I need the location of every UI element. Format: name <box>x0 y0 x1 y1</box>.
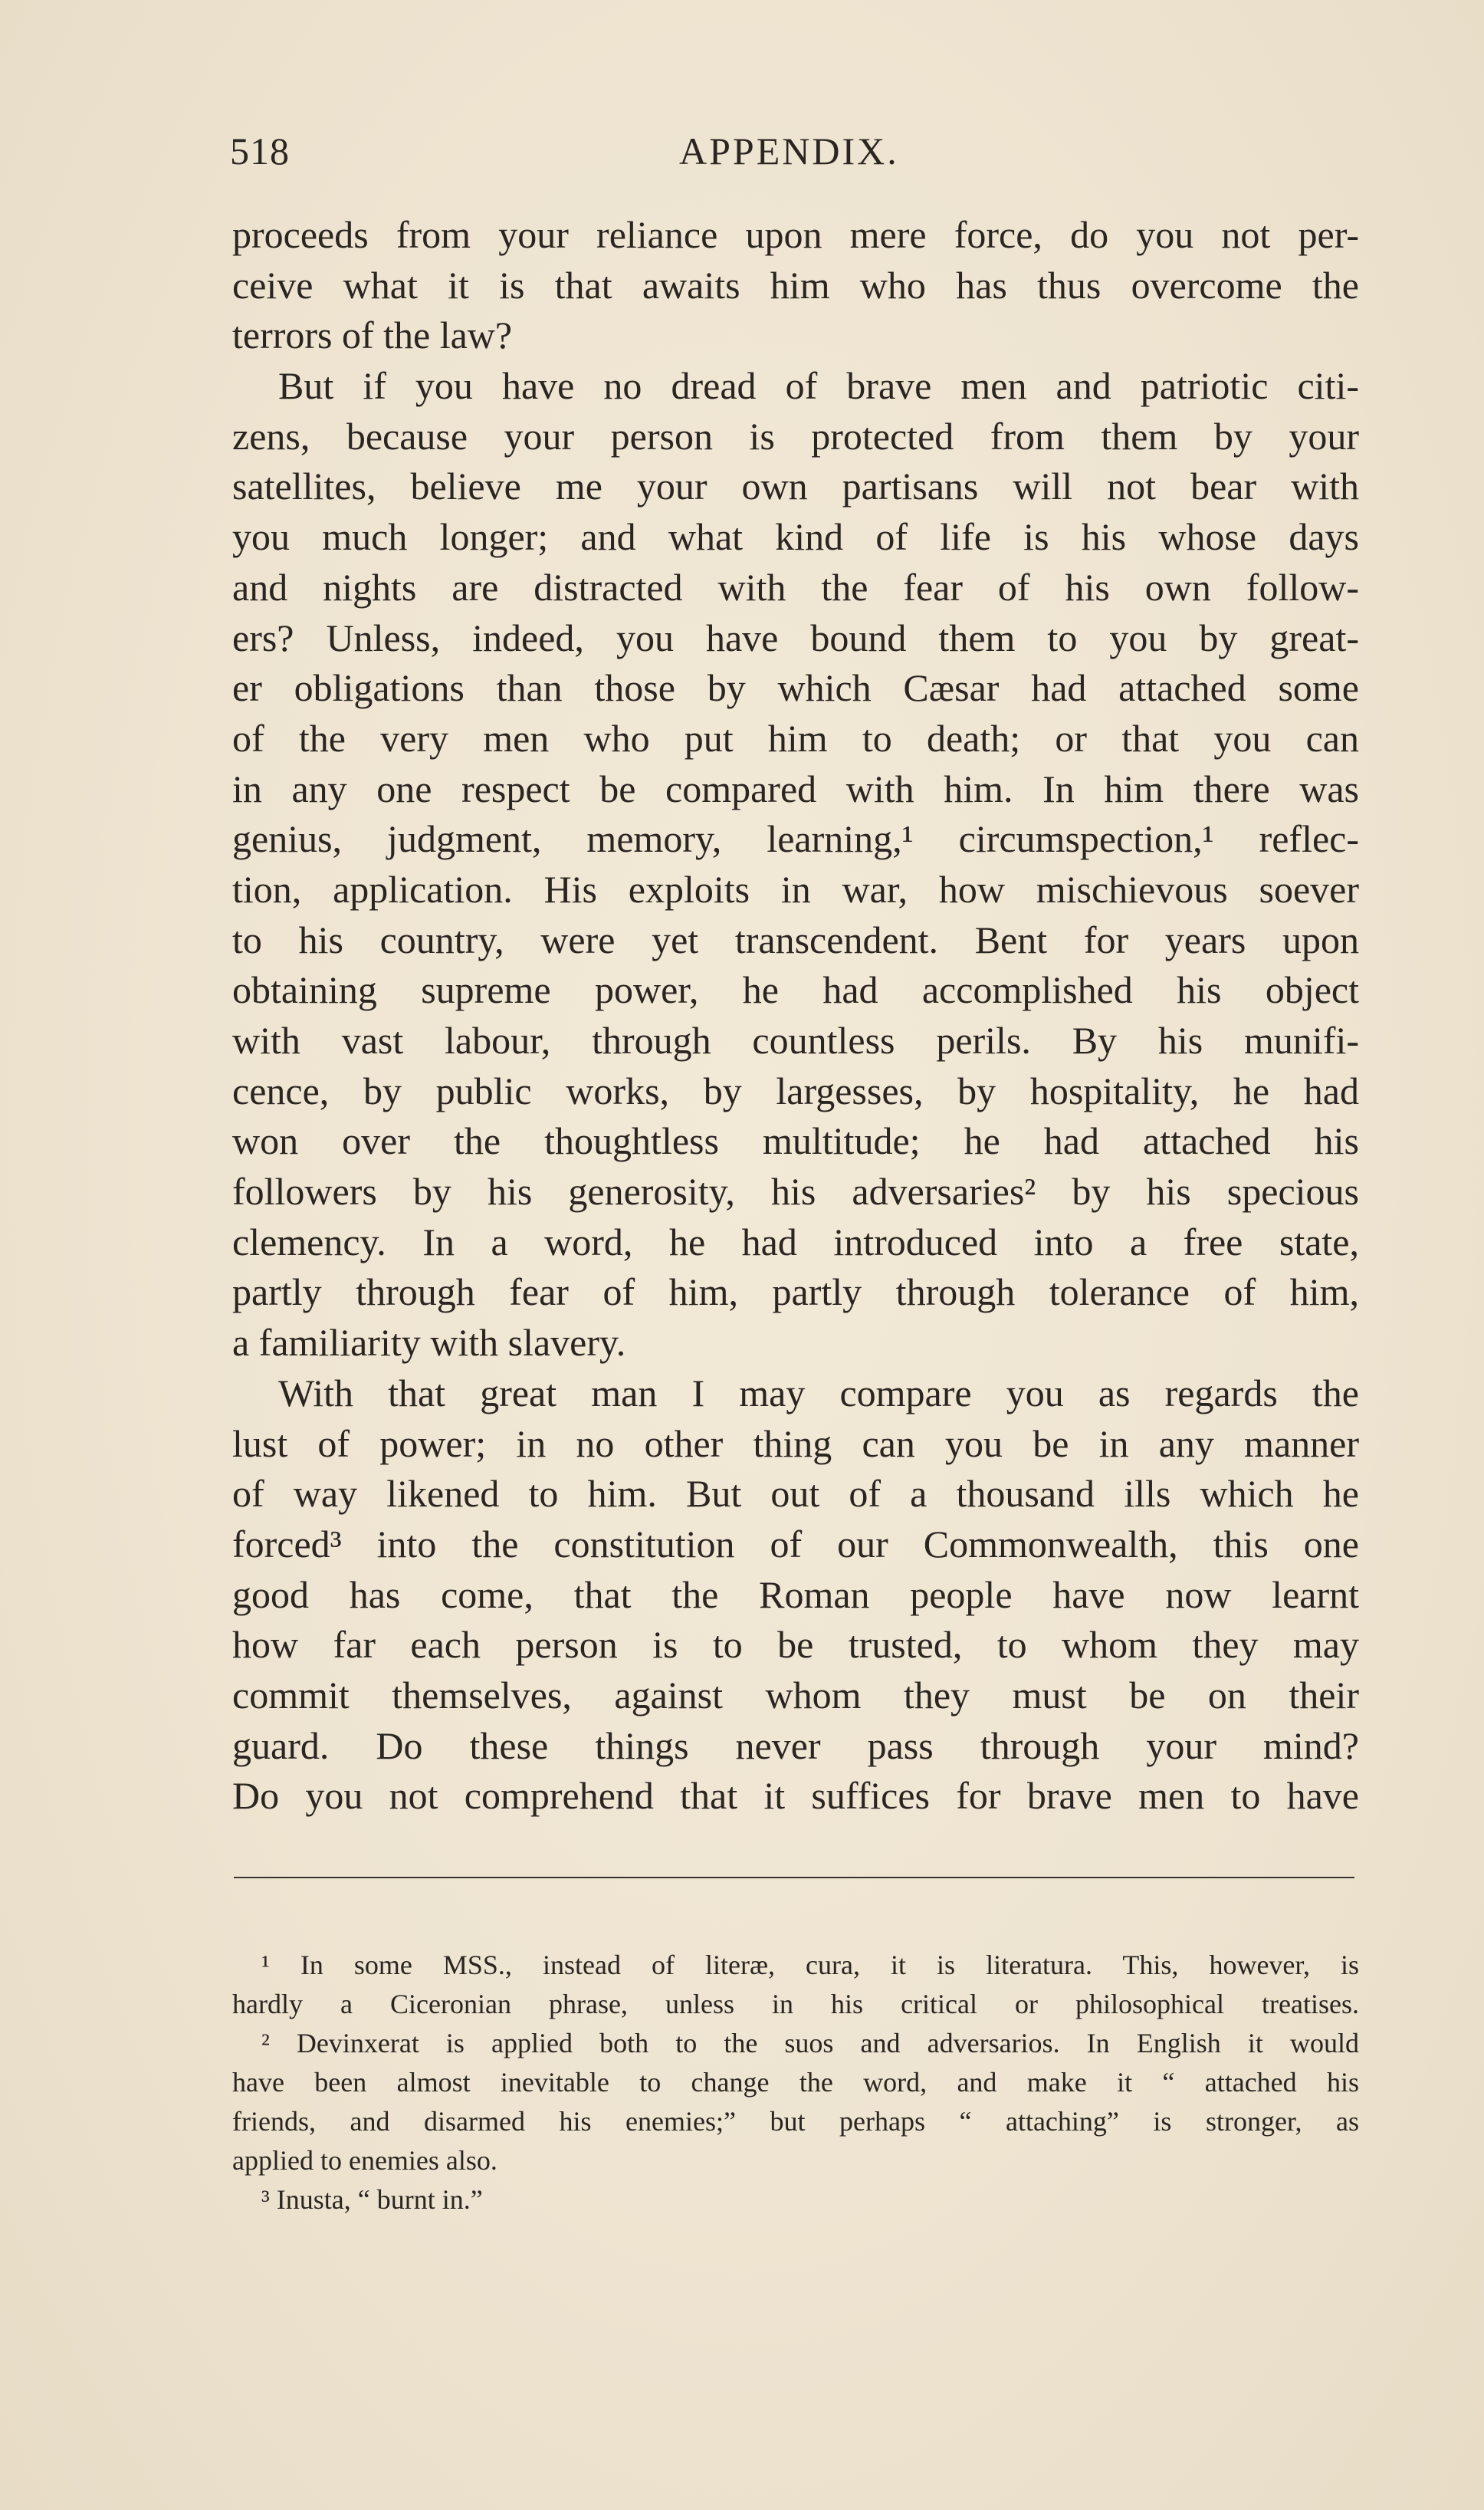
body-line: to his country, were yet transcendent. Bent for years upon <box>232 918 1359 961</box>
body-line: ceive what it is that awaits him who has thus overcome the <box>232 263 1359 307</box>
body-line: partly through fear of him, partly through tolerance of him, <box>232 1270 1359 1314</box>
footnote-rule <box>234 1877 1354 1878</box>
body-line: commit themselves, against whom they must be on their <box>232 1673 1359 1717</box>
running-head: APPENDIX. <box>679 130 899 172</box>
footnote-line: friends, and disarmed his enemies;” but perhaps “ attaching” is stronger, as <box>232 2106 1359 2137</box>
body-line: good has come, that the Roman people have now learnt <box>232 1572 1359 1616</box>
body-line: of way likened to him. But out of a thousand ills which he <box>232 1472 1359 1516</box>
body-line: proceeds from your reliance upon mere force, do you not per- <box>232 213 1359 256</box>
body-text <box>232 210 1359 1822</box>
body-line: tion, application. His exploits in war, how mischievous soever <box>232 867 1359 911</box>
body-line: clemency. In a word, he had introduced into a free state, <box>232 1220 1359 1263</box>
page-header <box>230 123 1357 184</box>
body-line: with vast labour, through countless perils. By his munifi- <box>232 1019 1359 1062</box>
body-line: satellites, believe me your own partisans will not bear with <box>232 465 1359 508</box>
body-line: of the very men who put him to death; or that you can <box>232 716 1359 760</box>
body-line: and nights are distracted with the fear of his own follow- <box>232 565 1359 609</box>
footnote-line: ¹ In some MSS., instead of literæ, cura, it is literatura. This, however, is <box>261 1950 1359 1980</box>
footnote-line: applied to enemies also. <box>232 2145 497 2176</box>
body-line: in any one respect be compared with him. In him there was <box>232 767 1359 810</box>
body-line: followers by his generosity, his adversaries² by his specious <box>232 1170 1359 1214</box>
body-line: terrors of the law? <box>232 314 513 357</box>
body-line: a familiarity with slavery. <box>232 1321 626 1365</box>
body-line: er obligations than those by which Cæsar had attached some <box>232 666 1359 710</box>
footnote-line: have been almost inevitable to change the word, and make it “ attached his <box>232 2067 1359 2098</box>
body-line: zens, because your person is protected from them by your <box>232 414 1359 458</box>
body-line: forced³ into the constitution of our Commonwealth, this one <box>232 1522 1359 1565</box>
body-line: genius, judgment, memory, learning,¹ circumspection,¹ reflec- <box>232 817 1359 861</box>
footnote-line: ³ Inusta, “ burnt in.” <box>261 2184 483 2215</box>
body-line: Do you not comprehend that it suffices for brave men to have <box>232 1774 1359 1818</box>
footnote-line: hardly a Ciceronian phrase, unless in his critical or philosophical treatises. <box>232 1989 1359 2019</box>
body-line: won over the thoughtless multitude; he had attached his <box>232 1119 1359 1163</box>
body-line: With that great man I may compare you as regards the <box>278 1371 1359 1414</box>
footnote-line: ² Devinxerat is applied both to the suos and adversarios. In English it would <box>261 2028 1359 2058</box>
body-line: lust of power; in no other thing can you be in any manner <box>232 1421 1359 1465</box>
footnotes <box>232 1946 1359 2219</box>
body-line: But if you have no dread of brave men and patriotic citi- <box>278 364 1359 408</box>
body-line: cence, by public works, by largesses, by hospitality, he had <box>232 1069 1359 1112</box>
body-line: obtaining supreme power, he had accomplished his object <box>232 968 1359 1012</box>
body-line: how far each person is to be trusted, to whom they may <box>232 1623 1359 1667</box>
body-line: you much longer; and what kind of life is his whose days <box>232 515 1359 559</box>
body-line: ers? Unless, indeed, you have bound them to you by great- <box>232 616 1359 659</box>
page-number: 518 <box>230 130 290 172</box>
body-line: guard. Do these things never pass through your mind? <box>232 1723 1359 1767</box>
